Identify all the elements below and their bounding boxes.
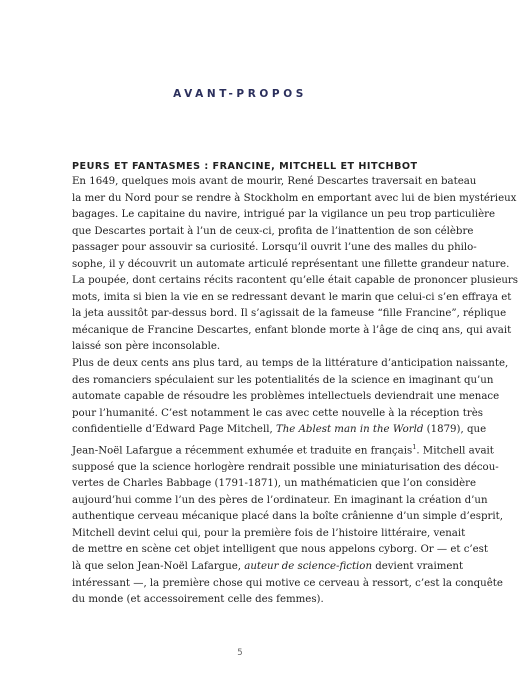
text-fragment: Jean-Noël Lafargue a récemment exhumée et traduite en français: [72, 445, 413, 457]
text-fragment: confidentielle d’Edward Page Mitchell,: [72, 424, 276, 436]
text-line: la mer du Nord pour se rendre à Stockholm en emportant avec lui de bien mystérieux: [72, 192, 517, 204]
text-line: Mitchell devint celui qui, pour la première fois de l’histoire littéraire, venait: [72, 527, 466, 539]
text-line: Plus de deux cents ans plus tard, au temps de la littérature d’anticipation naissante,: [72, 358, 509, 370]
text-line: automate capable de résoudre les problèmes intellectuels deviendrait une menace: [72, 391, 500, 403]
text-line: du monde (et accessoirement celle des femmes).: [72, 594, 324, 606]
footnote-marker[interactable]: 1: [412, 442, 417, 451]
text-line: aujourd’hui comme l’un des pères de l’ordinateur. En imaginant la création d’un: [72, 494, 488, 506]
text-line: sophe, il y découvrit un automate articulé représentant une fillette grandeur nature.: [72, 258, 510, 270]
text-line: intéressant —, la première chose qui motive ce cerveau à ressort, c’est la conquête: [72, 577, 503, 589]
book-title: The Ablest man in the World: [275, 424, 424, 436]
text-line: supposé que la science horlogère rendrait possible une miniaturisation des décou-: [72, 461, 499, 473]
chapter-title: AVANT-PROPOS: [173, 88, 307, 100]
text-line: des romanciers spéculaient sur les potentialités de la science en imaginant qu’un: [72, 374, 494, 386]
text-line-with-title: [72, 422, 487, 439]
section-body: [72, 161, 518, 609]
text-fragment: là que selon Jean-Noël Lafargue,: [72, 560, 245, 572]
text-line: de mettre en scène cet objet intelligent que nous appelons cyborg. Or — et c’est: [72, 544, 488, 556]
text-line: authentique cerveau mécanique placé dans la boîte crânienne d’un simple d’esprit,: [72, 511, 503, 523]
page-number: 5: [237, 648, 243, 658]
paragraph-1: [72, 174, 518, 356]
text-line: que Descartes portait à l’un de ceux-ci, profita de l’inattention de son célèbre: [72, 225, 474, 237]
text-line: bagages. Le capitaine du navire, intrigué par la vigilance un peu trop particulière: [72, 209, 496, 221]
text-line: La poupée, dont certains récits racontent qu’elle était capable de prononcer plusieurs: [72, 275, 518, 287]
text-fragment: . Mitchell avait: [416, 445, 494, 457]
section-heading: PEURS ET FANTASMES : FRANCINE, MITCHELL ET HITCHBOT: [72, 161, 418, 172]
text-line: mots, imita si bien la vie en se redressant devant le marin que celui-ci s’en effraya et: [72, 291, 512, 303]
text-line-with-emphasis: [72, 559, 464, 576]
text-line: vertes de Charles Babbage (1791-1871), un mathématicien que l’on considère: [72, 478, 477, 490]
genre-term: auteur de science-fiction: [244, 560, 373, 572]
text-line: la jeta aussitôt par-dessus bord. Il s’agissait de la fameuse “fille Francine”, réplique: [72, 308, 507, 320]
text-line: En 1649, quelques mois avant de mourir, René Descartes traversait en bateau: [72, 176, 477, 187]
text-line-with-footnote: [72, 439, 494, 460]
paragraph-2: [72, 356, 509, 609]
text-fragment: (1879), que: [423, 424, 487, 436]
text-line: mécanique de Francine Descartes, enfant blonde morte à l’âge de cinq ans, qui avait: [72, 324, 512, 336]
text-fragment: devient vraiment: [372, 560, 464, 572]
text-line: laissé son père inconsolable.: [72, 341, 221, 353]
text-line: pour l’humanité. C’est notamment le cas avec cette nouvelle à la réception très: [72, 407, 483, 419]
text-line: passager pour assouvir sa curiosité. Lorsqu’il ouvrit l’une des malles du philo-: [72, 242, 477, 254]
